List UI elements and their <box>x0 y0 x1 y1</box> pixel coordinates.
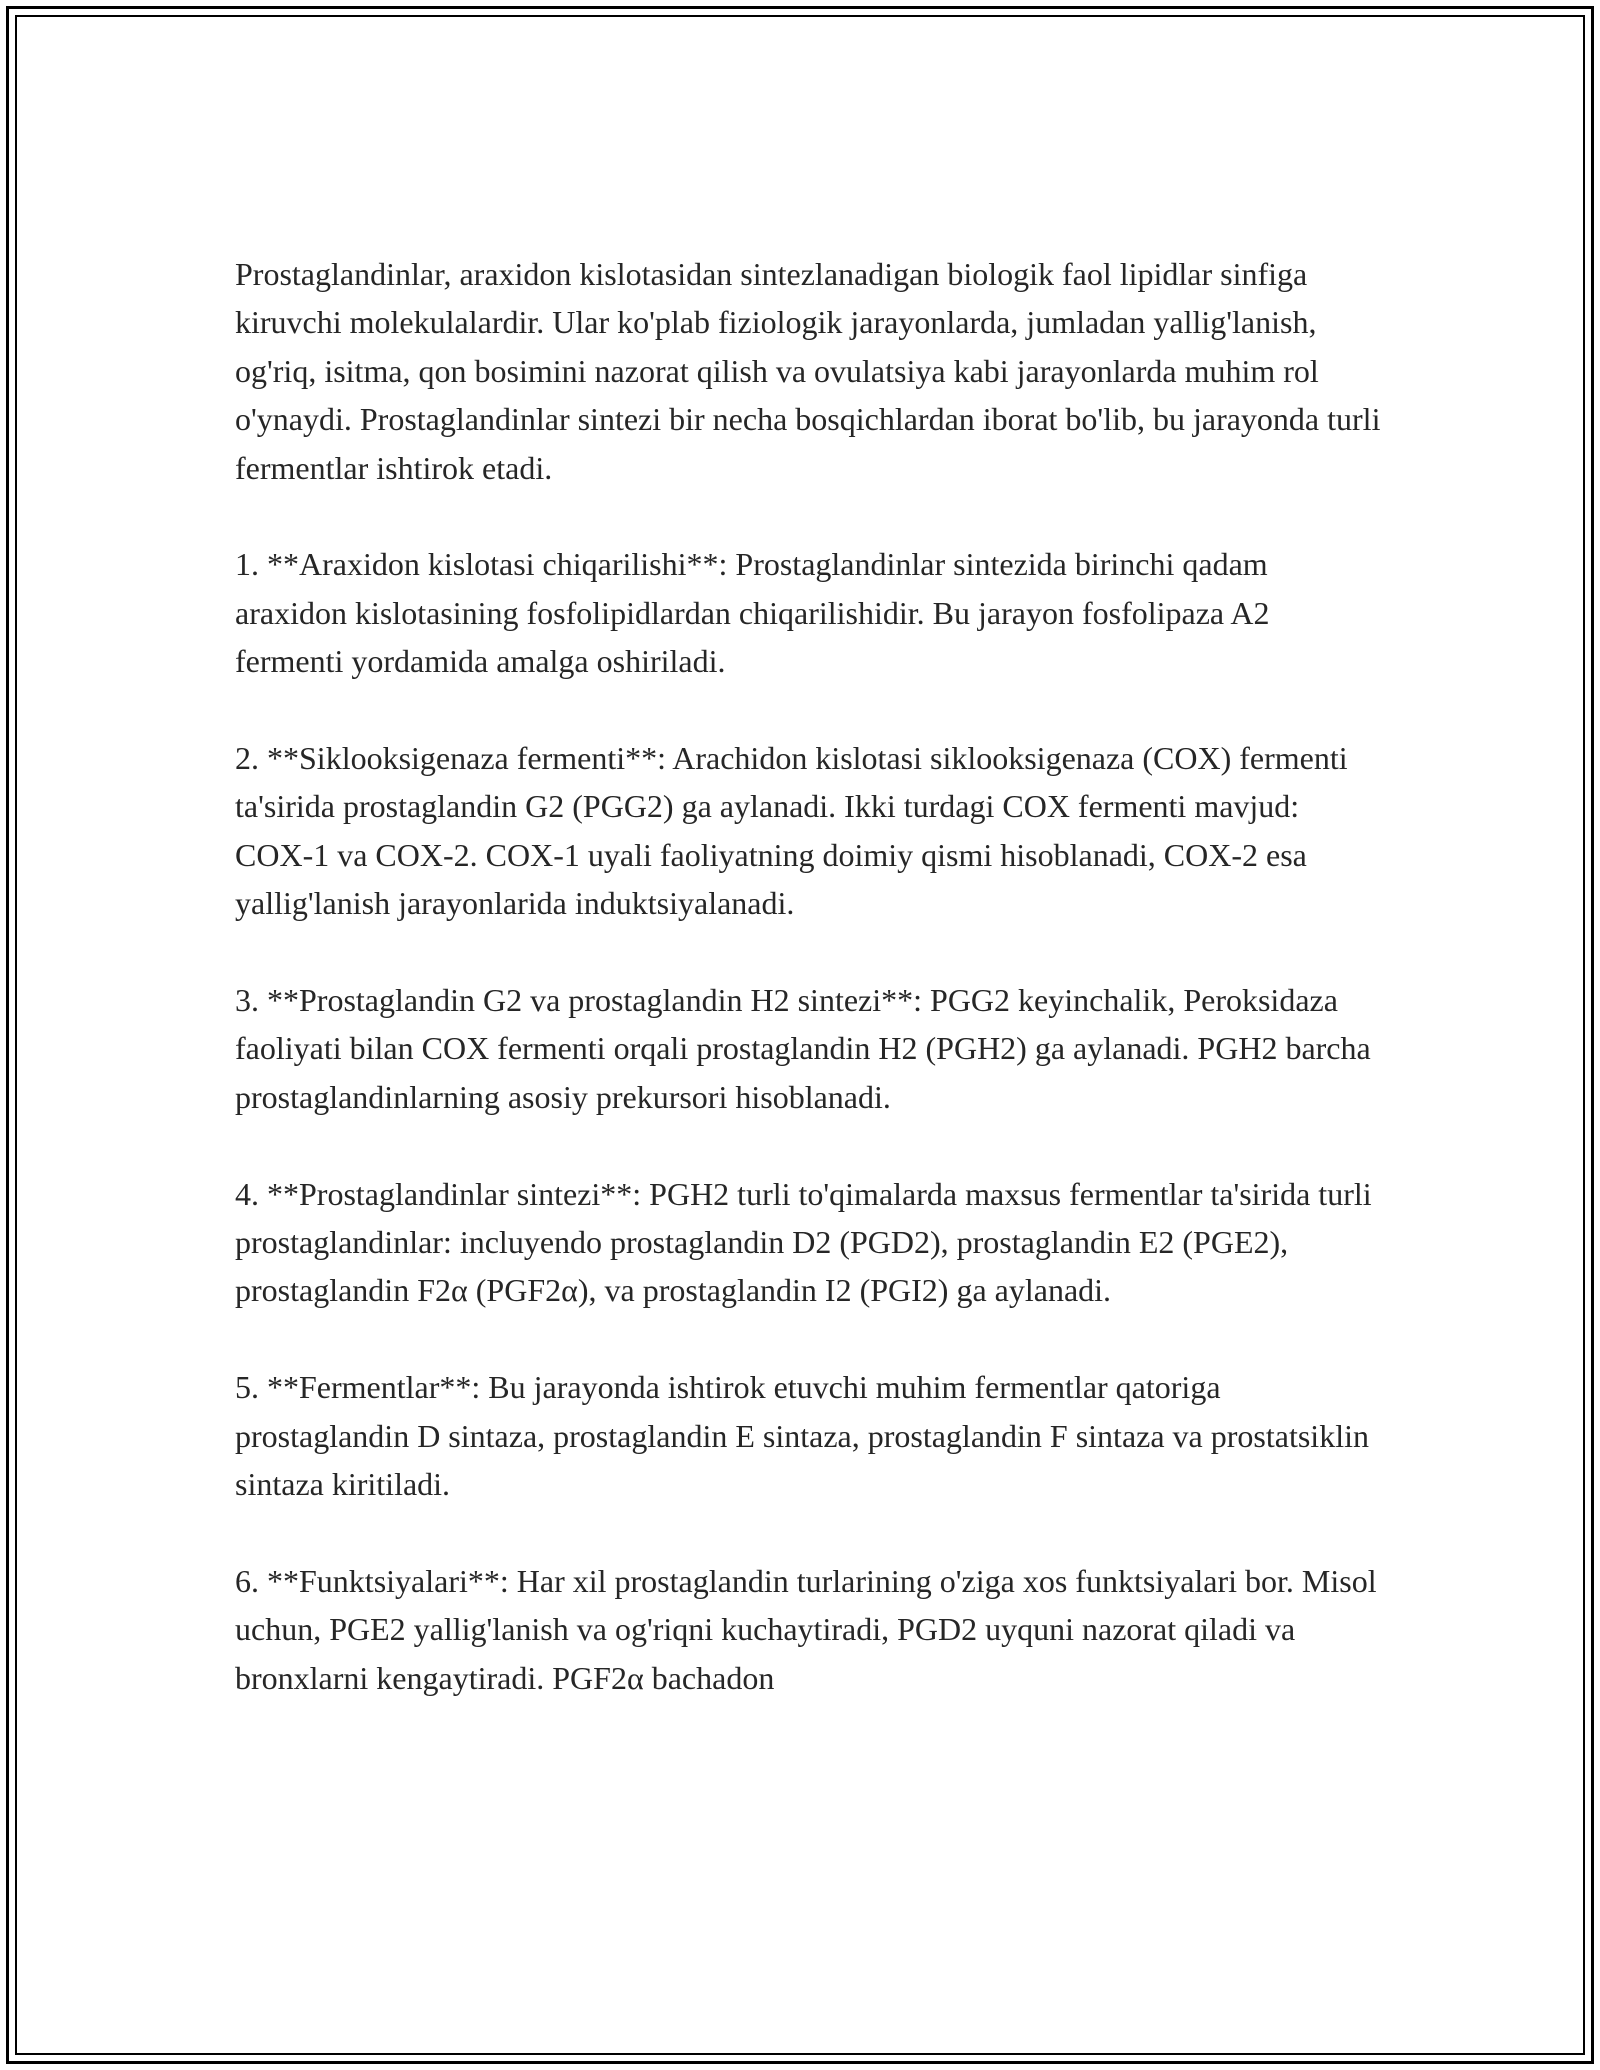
step-1-paragraph: 1. **Araxidon kislotasi chiqarilishi**: Prostaglandinlar sintezida birinchi qadam araxidon kislotasining fosfolipidlardan chiqarilishidir. Bu jarayon fosfolipaza A2 fermenti yordamida amalga oshiriladi. <box>235 546 1270 680</box>
step-5-paragraph: 5. **Fermentlar**: Bu jarayonda ishtirok etuvchi muhim fermentlar qatoriga prostaglandin D sintaza, prostaglandin E sintaza, prostaglandin F sintaza va prostatsiklin sintaza kiritiladi. <box>235 1369 1369 1503</box>
step-3-paragraph: 3. **Prostaglandin G2 va prostaglandin H2 sintezi**: PGG2 keyinchalik, Peroksidaza faoliyati bilan COX fermenti orqali prostaglandin H2 (PGH2) ga aylanadi. PGH2 barcha prostaglandinlarning asosiy prekursori hisoblanadi. <box>235 982 1371 1115</box>
document-body <box>235 250 1385 1702</box>
step-4-paragraph: 4. **Prostaglandinlar sintezi**: PGH2 turli to'qimalarda maxsus fermentlar ta'sirida turli prostaglandinlar: incluyendo prostaglandin D2 (PGD2), prostaglandin E2 (PGE2), prostaglandin F2α (PGF2α), va prostaglandin I2 (PGI2) ga aylanadi. <box>235 1175 1372 1309</box>
step-2-paragraph: 2. **Siklooksigenaza fermenti**: Arachidon kislotasi siklooksigenaza (COX) fermenti ta'sirida prostaglandin G2 (PGG2) ga aylanadi. Ikki turdagi COX fermenti mavjud: COX-1 va COX-2. COX-1 uyali faoliyatning doimiy qismi hisoblanadi, COX-2 esa yallig'lanish jarayonlarida induktsiyalanadi. <box>235 740 1348 922</box>
intro-paragraph: Prostaglandinlar, araxidon kislotasidan sintezlanadigan biologik faol lipidlar sinfiga kiruvchi molekulalardir. Ular ko'plab fiziologik jarayonlarda, jumladan yallig'lanish, og'riq, isitma, qon bosimini nazorat qilish va ovulatsiya kabi jarayonlarda muhim rol o'ynaydi. Prostaglandinlar sintezi bir necha bosqichlardan iborat bo'lib, bu jarayonda turli fermentlar ishtirok etadi. <box>235 256 1381 486</box>
step-6-paragraph: 6. **Funktsiyalari**: Har xil prostaglandin turlarining o'ziga xos funktsiyalari bor. Misol uchun, PGE2 yallig'lanish va og'riqni kuchaytiradi, PGD2 uyquni nazorat qiladi va bronxlarni kengaytiradi. PGF2α bachadon <box>235 1562 1377 1696</box>
